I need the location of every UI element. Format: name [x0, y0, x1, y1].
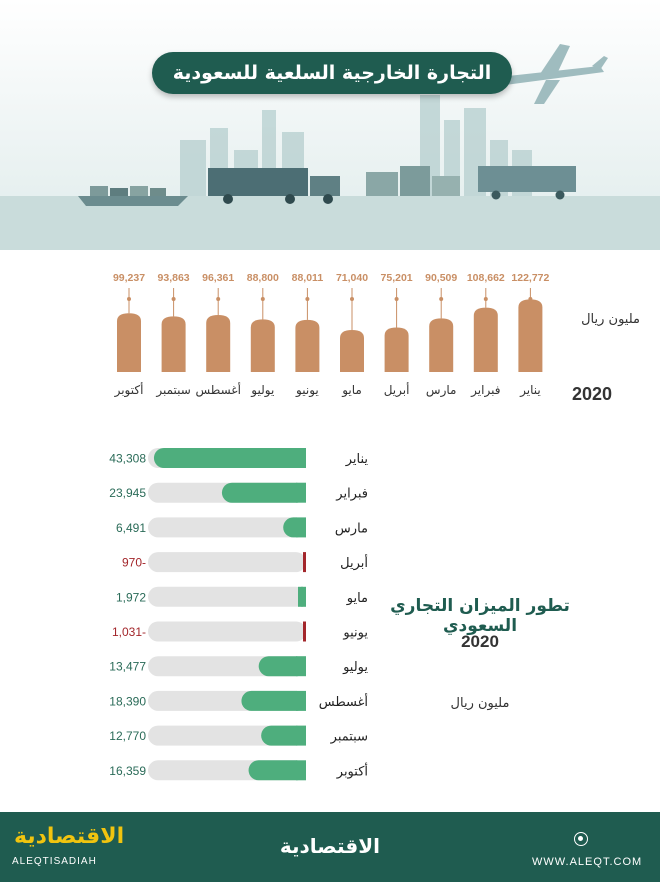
value-label: 90,509 — [425, 272, 458, 284]
category-label: أبريل — [383, 383, 410, 397]
bar — [303, 622, 306, 642]
header-banner — [0, 0, 660, 250]
category-label: يوليو — [251, 383, 275, 397]
value-label: 88,800 — [246, 272, 279, 284]
bar-end — [296, 517, 306, 537]
bar-track — [148, 622, 306, 642]
chart-unit: مليون ريال — [581, 312, 640, 327]
website-link[interactable]: WWW.ALEQT.COM — [532, 856, 643, 868]
leader-dot — [395, 297, 399, 301]
brand-subtitle: ALEQTISADIAH — [12, 856, 97, 867]
value-label: 43,308 — [109, 451, 146, 466]
category-label: أكتوبر — [114, 383, 144, 397]
brand-logo: الاقتصادية — [14, 824, 125, 849]
ship-icon — [78, 186, 188, 206]
category-label: سبتمبر — [156, 383, 191, 397]
bar — [295, 320, 319, 372]
leader-dot — [484, 297, 488, 301]
monthly-trade-chart — [95, 262, 555, 412]
bar — [162, 316, 186, 372]
category-label: مارس — [334, 521, 368, 537]
bar — [518, 299, 542, 372]
footer — [0, 812, 660, 882]
category-label: أكتوبر — [336, 764, 368, 780]
bar-track — [148, 517, 306, 537]
category-label: يوليو — [343, 660, 368, 676]
bar — [340, 330, 364, 372]
category-label: مايو — [342, 383, 362, 397]
value-label: 93,863 — [157, 272, 190, 284]
category-label: مارس — [425, 383, 457, 397]
leader-dot — [439, 297, 443, 301]
value-label: 96,361 — [202, 272, 235, 284]
balance-title: تطور الميزان التجاري السعودي — [390, 596, 570, 636]
value-label: 13,477 — [109, 659, 146, 674]
category-label: مايو — [346, 590, 368, 606]
bar — [385, 327, 409, 372]
globe-icon — [574, 832, 588, 846]
bar — [154, 448, 306, 468]
balance-year: 2020 — [461, 632, 499, 651]
leader-dot — [127, 297, 131, 301]
category-label: فبراير — [336, 486, 368, 502]
value-label: 122,772 — [511, 272, 550, 284]
value-label: 23,945 — [109, 486, 146, 501]
leader-dot — [261, 297, 265, 301]
value-label: 75,201 — [380, 272, 413, 284]
leader-dot — [305, 297, 309, 301]
bar — [429, 318, 453, 372]
value-label: 99,237 — [112, 272, 146, 284]
bar-end — [296, 760, 306, 780]
page-title: التجارة الخارجية السلعية للسعودية — [152, 52, 512, 94]
bar — [222, 483, 306, 503]
category-label: يناير — [345, 452, 368, 467]
leader-dot — [172, 297, 176, 301]
bar — [474, 308, 498, 372]
bar — [251, 319, 275, 372]
category-label: أغسطس — [195, 383, 241, 397]
bar-end — [296, 726, 306, 746]
category-label: فبراير — [471, 383, 501, 397]
value-label: 18,390 — [109, 694, 146, 709]
leader-dot — [216, 297, 220, 301]
bar-end — [296, 691, 306, 711]
bar-end — [296, 483, 306, 503]
category-label: سبتمبر — [330, 729, 368, 745]
value-label: 1,972 — [115, 590, 146, 605]
bar-end — [296, 448, 306, 468]
value-label: 970- — [121, 555, 146, 570]
chart-year: 2020 — [572, 384, 613, 404]
value-label: 71,040 — [335, 272, 369, 284]
leader-dot — [350, 297, 354, 301]
bar-track — [148, 587, 306, 607]
bar-track — [148, 552, 306, 572]
value-label: 6,491 — [115, 520, 146, 535]
trade-illustration — [0, 0, 660, 250]
category-label: أبريل — [340, 556, 368, 572]
bar — [303, 552, 306, 572]
balance-unit: مليون ريال — [450, 696, 510, 711]
value-label: 1,031- — [111, 625, 146, 639]
category-label: يونيو — [296, 383, 319, 397]
bar — [206, 315, 230, 372]
bar-end — [298, 587, 306, 607]
category-label: يونيو — [343, 625, 368, 641]
bar-end — [296, 656, 306, 676]
value-label: 12,770 — [109, 729, 146, 744]
bar — [117, 313, 141, 372]
category-label: أغسطس — [318, 694, 368, 710]
value-label: 108,662 — [466, 272, 505, 284]
value-label: 16,359 — [109, 763, 146, 778]
value-label: 88,011 — [291, 272, 324, 284]
trade-balance-chart — [90, 440, 380, 790]
center-logo: الاقتصادية — [279, 834, 380, 858]
category-label: يناير — [520, 383, 541, 397]
